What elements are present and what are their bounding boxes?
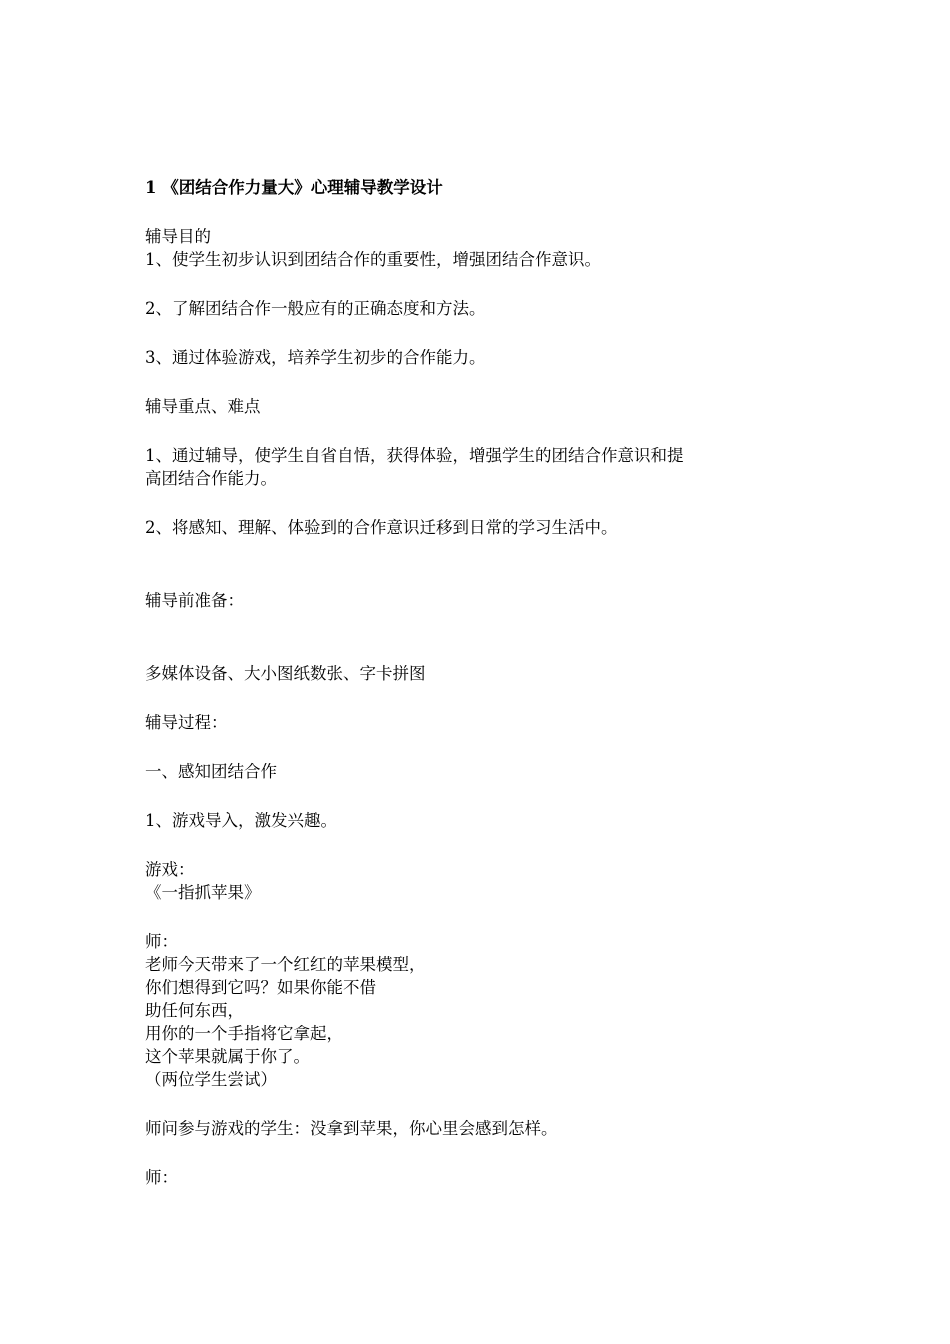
teacher-line: 老师今天带来了一个红红的苹果模型， (145, 955, 426, 974)
preparation-text: 多媒体设备、大小图纸数张、字卡拼图 (145, 664, 426, 683)
document-title: 1 《团结合作力量大》心理辅导教学设计 (145, 178, 443, 197)
teacher-line: 这个苹果就属于你了。 (145, 1047, 310, 1066)
section-heading-preparation: 辅导前准备： (145, 591, 244, 610)
section-heading-goals: 辅导目的 (145, 227, 211, 246)
teacher-label: 师： (145, 932, 178, 951)
key-point-1-line-2: 高团结合作能力。 (145, 469, 277, 488)
document-page (145, 176, 805, 1189)
process-part-1: 一、感知团结合作 (145, 762, 277, 781)
section-heading-key-points: 辅导重点、难点 (145, 397, 261, 416)
teacher-line: 你们想得到它吗？如果你能不借 (145, 978, 376, 997)
section-heading-process: 辅导过程： (145, 713, 228, 732)
goal-item-3: 3、通过体验游戏，培养学生初步的合作能力。 (145, 348, 486, 367)
process-step-1: 1、游戏导入，激发兴趣。 (145, 811, 337, 830)
teacher-line: 助任何东西， (145, 1001, 244, 1020)
teacher-label-2: 师： (145, 1168, 178, 1187)
game-name: 《一指抓苹果》 (145, 883, 261, 902)
teacher-line: （两位学生尝试） (145, 1070, 277, 1089)
goal-item-2: 2、了解团结合作一般应有的正确态度和方法。 (145, 299, 486, 318)
goal-item-1: 1、使学生初步认识到团结合作的重要性，增强团结合作意识。 (145, 250, 601, 269)
key-point-1-line-1: 1、通过辅导，使学生自省自悟，获得体验，增强学生的团结合作意识和提 (145, 446, 684, 465)
game-label: 游戏： (145, 860, 195, 879)
teacher-line: 用你的一个手指将它拿起， (145, 1024, 343, 1043)
teacher-question: 师问参与游戏的学生：没拿到苹果，你心里会感到怎样。 (145, 1119, 558, 1138)
key-point-2: 2、将感知、理解、体验到的合作意识迁移到日常的学习生活中。 (145, 518, 618, 537)
